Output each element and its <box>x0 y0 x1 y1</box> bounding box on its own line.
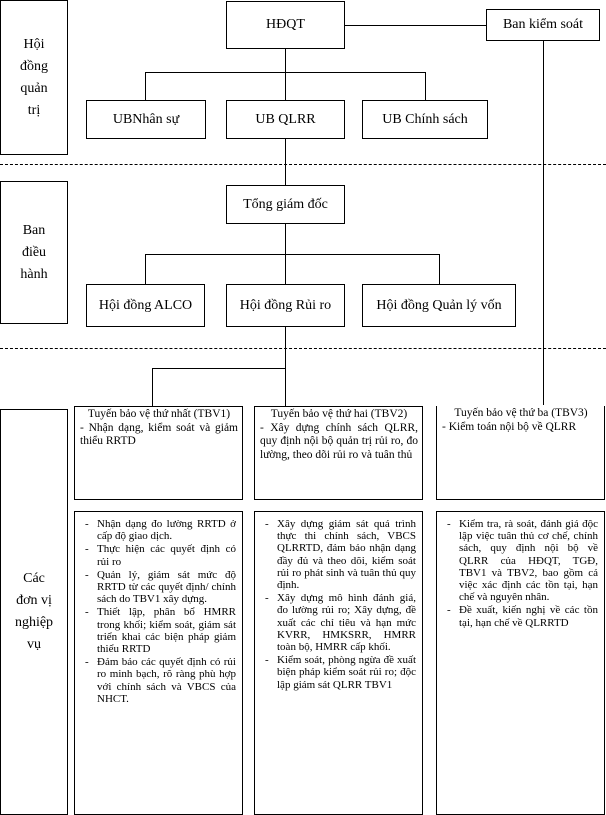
list-item: - Nhận dạng đo lường RRTD ở cấp độ giao dịch. <box>97 518 236 542</box>
connector-hdqt-bks <box>345 25 486 26</box>
tbv1-detail-box <box>74 511 243 815</box>
tbv3-header-box <box>436 406 605 500</box>
connector-lines-bar <box>152 368 285 369</box>
tbv3-title: Tuyến bảo vệ thứ ba (TBV3) <box>454 407 588 419</box>
section-label-business-units: Các đơn vị nghiệp vụ <box>0 409 68 815</box>
connector-rr-lines <box>285 327 286 368</box>
committee-ubns-box: UBNhân sự <box>86 100 206 139</box>
tbv3-summary: - Kiểm toán nội bộ về QLRR <box>442 420 577 433</box>
tbv2-detail-list <box>263 518 416 691</box>
list-item: - Đảm bảo các quyết định có rủi ro minh bạch, rõ ràng phù hợp với chính sách và VBCS của NHCT. <box>97 656 236 705</box>
tbv2-header-box <box>254 406 423 500</box>
connector-ubcs <box>425 72 426 100</box>
tbv2-detail-box <box>254 511 423 815</box>
list-item: - Xây dựng mô hình đánh giá, đo lường rủi ro; Xây dựng, đề xuất các chỉ tiêu và hạn mức KVRR, HMKSRR, HMRR toàn bộ, HMRR cấp khối. <box>277 592 416 653</box>
ban-kiem-soat-box: Ban kiểm soát <box>486 9 600 41</box>
connector-hdqt-down <box>285 49 286 100</box>
connector-ubqlrr-ceo <box>285 139 286 185</box>
tbv1-header-box <box>74 406 243 500</box>
list-item: - Xây dựng giám sát quá trình thực thi chính sách, VBCS QLRRTD, đảm bảo nhận dạng đầy đủ và theo dõi, kiểm soát rủi ro phát sinh và tuân thủ quy định. <box>277 518 416 591</box>
separator-board-management <box>0 164 606 165</box>
tbv1-summary: - Nhận dạng, kiểm soát và giảm thiểu RRTD <box>80 421 238 447</box>
connector-tbv2 <box>285 368 286 406</box>
connector-ubns <box>145 72 146 100</box>
tbv2-title: Tuyến bảo vệ thứ hai (TBV2) <box>270 408 408 420</box>
tbv1-detail-list <box>83 518 236 705</box>
connector-qlv <box>439 254 440 284</box>
tbv2-summary: - Xây dựng chính sách QLRR, quy định nội bộ quản trị rủi ro, đo lường, theo dõi rủi ro và tuân thủ <box>260 421 418 461</box>
connector-bks-down <box>543 41 544 405</box>
list-item: - Đề xuất, kiến nghị về các tồn tại, hạn chế về QLRRTD <box>459 604 598 628</box>
list-item: - Kiểm soát, phòng ngừa đề xuất biện pháp kiểm soát rủi ro; độc lập giám sát QLRR TBV1 <box>277 654 416 691</box>
tbv1-title: Tuyến bảo vệ thứ nhất (TBV1) <box>87 408 231 420</box>
section-label-management: Ban điều hành <box>0 181 68 324</box>
connector-committees-bar <box>145 72 425 73</box>
list-item: - Thực hiện các quyết định có rủi ro <box>97 543 236 567</box>
separator-management-units <box>0 348 606 349</box>
connector-tbv1 <box>152 368 153 406</box>
council-capital-box: Hội đồng Quản lý vốn <box>362 284 516 327</box>
connector-councils-bar <box>145 254 439 255</box>
council-risk-box: Hội đồng Rủi ro <box>226 284 345 327</box>
tbv3-detail-list <box>445 518 598 629</box>
tbv3-detail-box <box>436 511 605 815</box>
hdqt-box: HĐQT <box>226 1 345 49</box>
committee-ubqlrr-box: UB QLRR <box>226 100 345 139</box>
committee-ubcs-box: UB Chính sách <box>362 100 488 139</box>
ceo-box: Tổng giám đốc <box>226 185 345 224</box>
list-item: - Quản lý, giám sát mức độ RRTD từ các quyết định/ chính sách do TBV1 xây dựng. <box>97 569 236 606</box>
connector-alco <box>145 254 146 284</box>
list-item: - Thiết lập, phân bổ HMRR trong khối; kiểm soát, giám sát triển khai các biện pháp giảm thiểu RRTD <box>97 606 236 655</box>
list-item: - Kiểm tra, rà soát, đánh giá độc lập việc tuân thủ cơ chế, chính sách, quy định nội bộ về QLRR của HĐQT, TGĐ, TBV1 và TBV2, bao gồm cả việc xác định các tồn tại, hạn chế và nguyên nhân. <box>459 518 598 603</box>
council-alco-box: Hội đồng ALCO <box>86 284 205 327</box>
section-label-board: Hội đồng quản trị <box>0 0 68 155</box>
